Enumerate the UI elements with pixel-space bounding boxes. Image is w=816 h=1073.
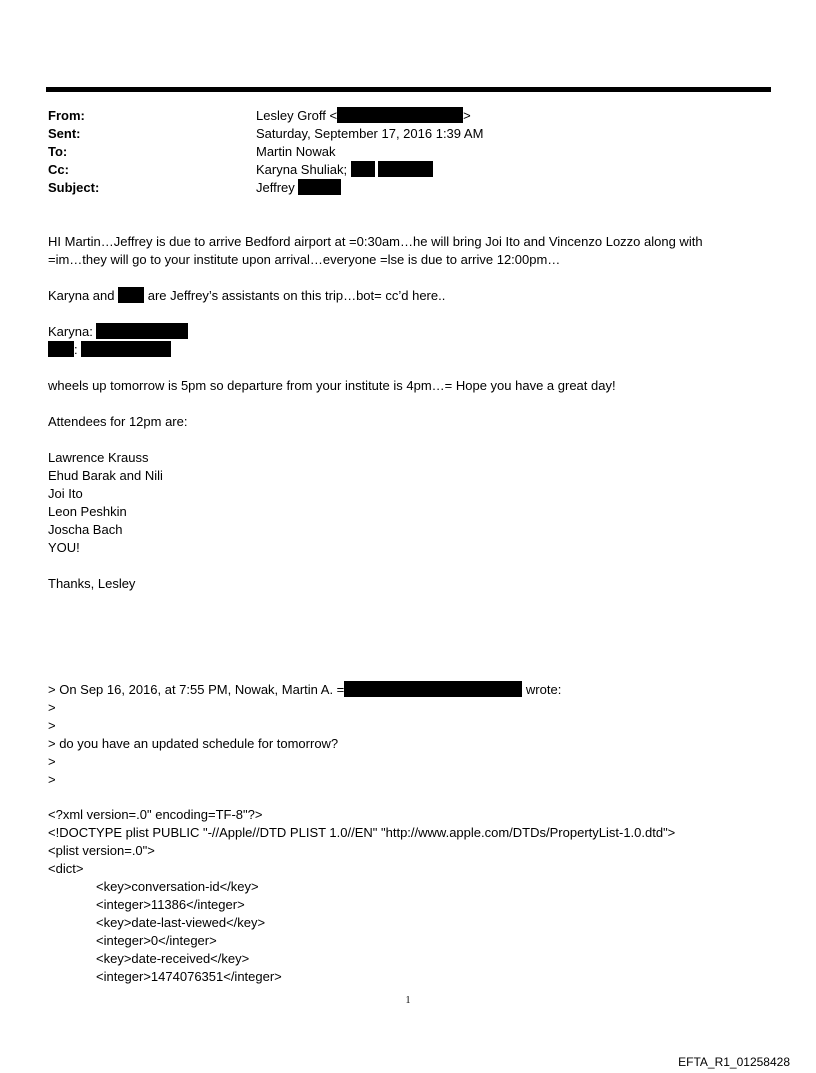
xml-line: <plist version=.0"> <box>48 843 155 858</box>
quoted-line-5: > <box>48 754 56 769</box>
xml-line: <integer>0</integer> <box>96 933 217 948</box>
header-divider-bar <box>46 87 771 92</box>
redaction-box <box>378 161 433 177</box>
attendee-item: Ehud Barak and Nili <box>48 468 163 483</box>
from-label: From: <box>48 108 85 123</box>
quoted-line-1 <box>48 681 561 699</box>
redaction-box <box>118 287 144 303</box>
attendee-item: YOU! <box>48 540 80 555</box>
to-value: Martin Nowak <box>256 144 336 159</box>
signoff: Thanks, Lesley <box>48 576 136 591</box>
sent-label: Sent: <box>48 126 81 141</box>
redaction-box <box>351 161 375 177</box>
second-contact-line <box>48 341 171 359</box>
karyna-contact-line <box>48 323 188 341</box>
xml-line: <integer>11386</integer> <box>96 897 245 912</box>
from-value-end: > <box>463 108 471 123</box>
redaction-box <box>96 323 188 339</box>
quoted-line-3: > <box>48 718 56 733</box>
xml-line: <integer>1474076351</integer> <box>96 969 282 984</box>
attendee-item: Joscha Bach <box>48 522 123 537</box>
sent-value: Saturday, September 17, 2016 1:39 AM <box>256 126 484 141</box>
attendee-item: Leon Peshkin <box>48 504 127 519</box>
quoted-line-2: > <box>48 700 56 715</box>
xml-line: <key>conversation-id</key> <box>96 879 259 894</box>
from-value <box>256 107 471 125</box>
xml-line: <dict> <box>48 861 84 876</box>
body-paragraph-1-line-2: =im…they will go to your institute upon arrival…everyone =lse is due to arrive 12:00pm… <box>48 252 561 267</box>
redaction-box <box>81 341 171 357</box>
to-label: To: <box>48 144 68 159</box>
karyna-label: Karyna: <box>48 324 93 339</box>
quoted-line-4: > do you have an updated schedule for tomorrow? <box>48 736 339 751</box>
body-paragraph-3: wheels up tomorrow is 5pm so departure from your institute is 4pm…= Hope you have a great day! <box>48 378 616 393</box>
subject-label: Subject: <box>48 180 100 195</box>
page-number: 1 <box>405 995 411 1006</box>
subject-text: Jeffrey <box>256 180 295 195</box>
attendee-item: Joi Ito <box>48 486 83 501</box>
from-name: Lesley Groff < <box>256 108 338 123</box>
cc-name: Karyna Shuliak; <box>256 162 348 177</box>
subject-value <box>256 179 341 197</box>
xml-line: <key>date-received</key> <box>96 951 250 966</box>
attendees-heading: Attendees for 12pm are: <box>48 414 188 429</box>
quoted-line-1-start: > On Sep 16, 2016, at 7:55 PM, Nowak, Martin A. = <box>48 682 345 697</box>
second-colon: : <box>74 342 78 357</box>
redaction-box <box>48 341 74 357</box>
xml-line: <?xml version=.0" encoding=TF-8"?> <box>48 807 263 822</box>
redaction-box <box>337 107 463 123</box>
cc-value <box>256 161 433 179</box>
redaction-box <box>298 179 341 195</box>
redaction-box <box>344 681 522 697</box>
para2-end: are Jeffrey’s assistants on this trip…bot= cc’d here.. <box>147 288 446 303</box>
xml-line: <!DOCTYPE plist PUBLIC "-//Apple//DTD PLIST 1.0//EN" "http://www.apple.com/DTDs/PropertyList-1.0.dtd"> <box>48 825 676 840</box>
cc-label: Cc: <box>48 162 69 177</box>
quoted-line-6: > <box>48 772 56 787</box>
para2-start: Karyna and <box>48 288 115 303</box>
xml-line: <key>date-last-viewed</key> <box>96 915 266 930</box>
quoted-line-1-end: wrote: <box>525 682 562 697</box>
attendee-item: Lawrence Krauss <box>48 450 149 465</box>
body-paragraph-2 <box>48 287 445 305</box>
body-paragraph-1-line-1: HI Martin…Jeffrey is due to arrive Bedford airport at =0:30am…he will bring Joi Ito and Vincenzo Lozzo along with <box>48 234 703 249</box>
document-id: EFTA_R1_01258428 <box>678 1055 790 1069</box>
